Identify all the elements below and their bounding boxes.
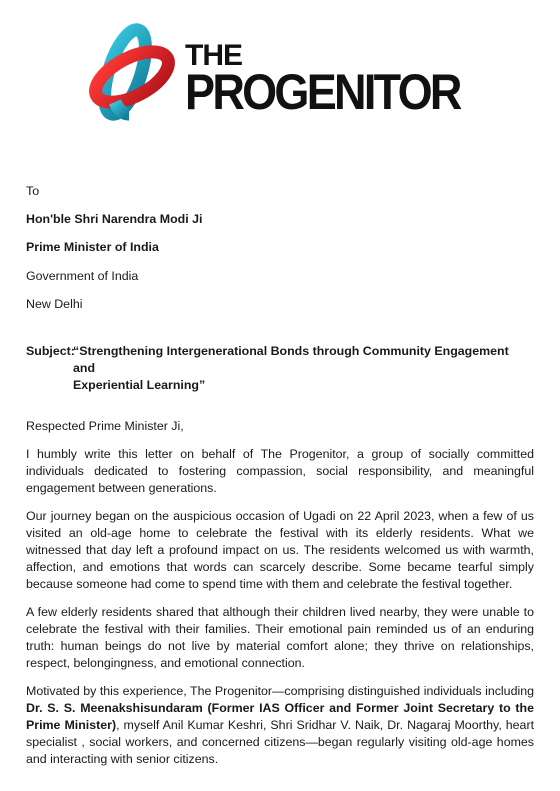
recipient-city: New Delhi (26, 296, 83, 311)
recipient-name: Hon'ble Shri Narendra Modi Ji (26, 212, 203, 227)
subject-label: Subject: (26, 343, 75, 358)
paragraph-residents: A few elderly residents shared that although their children lived nearby, they were unable to celebrate the festival with their families. Their emotional pain reminded us of an enduring truth: human beings do not live by material comfort alone; they thrive on relationships, respect, belongingness, and emotional connection. (26, 604, 534, 670)
paragraph-motivation (26, 683, 534, 768)
brand-name-the: THE (185, 39, 242, 72)
subject-text-line2: Experiential Learning” (73, 377, 206, 392)
letter-body (26, 183, 534, 779)
paragraph-motivation-start: Motivated by this experience, The Progenitor—comprising distinguished individuals including (26, 683, 534, 698)
salutation: Respected Prime Minister Ji, (26, 418, 184, 433)
subject-text-line1: “Strengthening Intergenerational Bonds through Community Engagement and (73, 343, 509, 375)
paragraph-journey: Our journey began on the auspicious occasion of Ugadi on 22 April 2023, when a few of us visited an old-age home to celebrate the festival with its elderly residents. What we witnessed that day left a profound impact on us. The residents welcomed us with warmth, affection, and emotions that words can scarcely describe. Some became tearful simply because someone had come to spend time with them and celebrate the festival together. (26, 508, 534, 591)
recipient-title: Prime Minister of India (26, 240, 159, 255)
recipient-org: Government of India (26, 268, 139, 283)
interlocking-rings-icon (85, 22, 185, 122)
address-to: To (26, 184, 40, 198)
paragraph-intro: I humbly write this letter on behalf of The Progenitor, a group of socially committed individuals dedicated to fostering compassion, social responsibility, and meaningful engagement between generations. (26, 446, 534, 495)
paragraph-motivation-bold: Dr. S. S. Meenakshisundaram (Former IAS Officer and Former Joint Secretary to the Prime Minister) (26, 700, 534, 732)
subject-line (26, 343, 534, 394)
progenitor-logo (85, 22, 505, 122)
brand-name-progenitor: PROGENITOR (185, 64, 460, 120)
paragraph-motivation-end: , myself Anil Kumar Keshri, Shri Sridhar V. Naik, Dr. Nagaraj Moorthy, heart specialist , social workers, and concerned citizens—began regularly visiting old-age homes and interacting with senior citizens. (26, 717, 535, 766)
